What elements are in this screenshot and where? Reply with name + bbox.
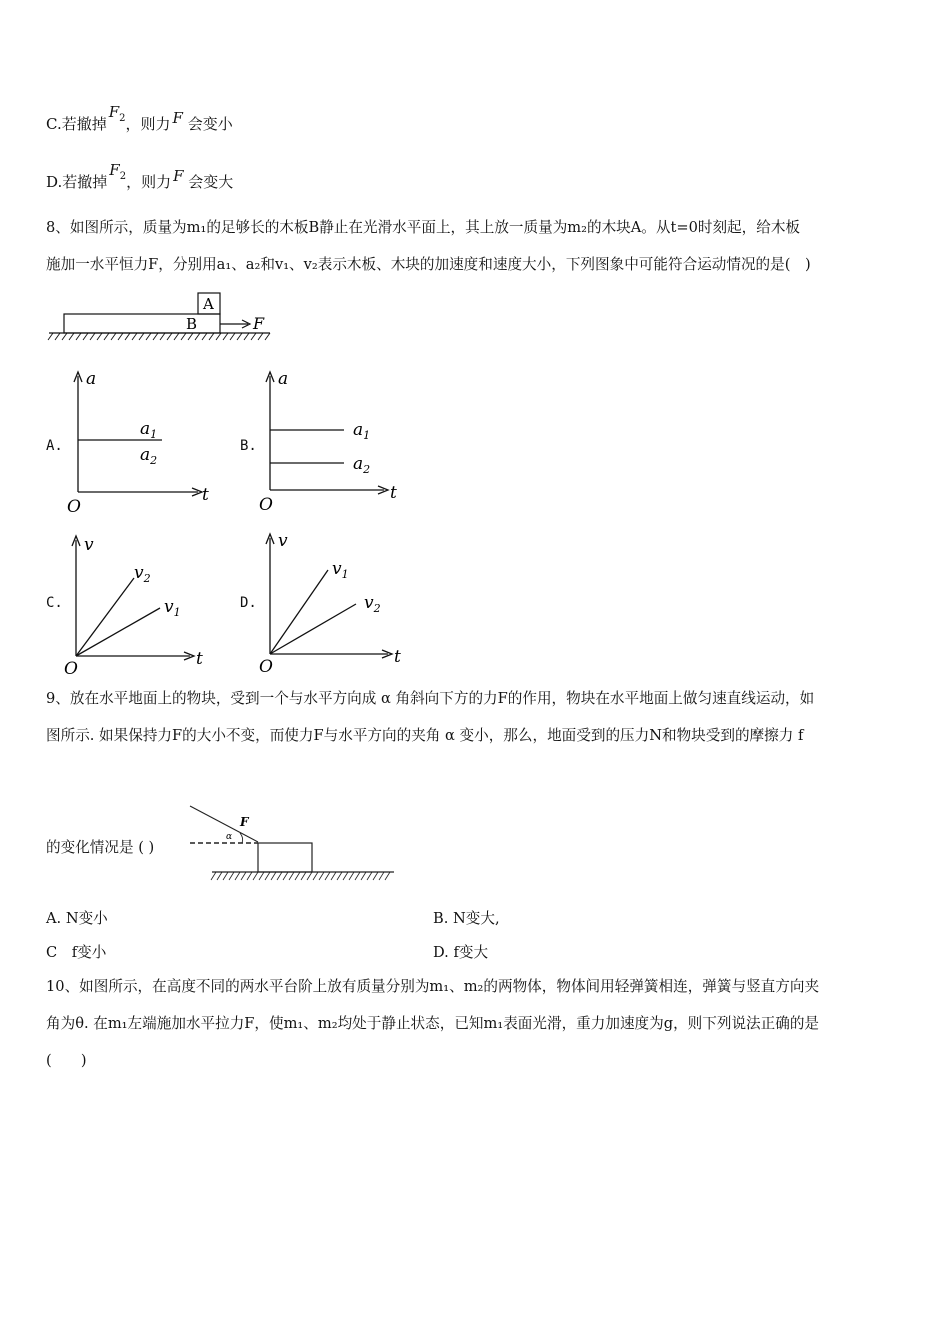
- q7-option-d-f: F: [173, 167, 184, 185]
- graph-b-y-label: a: [278, 369, 289, 389]
- q7-option-c: [46, 103, 233, 141]
- q9-force-label: F: [240, 815, 249, 829]
- q9-line-3: 的变化情况是 ( ): [46, 839, 155, 856]
- q7-option-c-label: C.: [46, 115, 62, 133]
- q10-line-2: 角为θ. 在m₁左端施加水平拉力F，使m₁、m₂均处于静止状态，已知m₁表面光滑，重力加速度为g，则下列说法正确的是: [46, 1015, 820, 1032]
- angle-arc: [240, 833, 243, 843]
- graph-d-origin: O: [259, 657, 273, 676]
- graph-d-line-1: [270, 570, 328, 654]
- graph-d: [256, 530, 416, 676]
- graph-b-origin: O: [259, 495, 273, 514]
- q7-option-d-label: D.: [46, 173, 63, 191]
- block: [258, 843, 312, 872]
- q9-angle-label: α: [226, 832, 233, 842]
- graph-a-label-1: $a_1$: [140, 419, 158, 441]
- q8-line-1: 8、如图所示，质量为m₁的足够长的木板B静止在光滑水平面上，其上放一质量为m₂的木块A。从t=0时刻起，给木板: [46, 219, 801, 236]
- q7-option-c-sub: 2: [119, 113, 126, 124]
- graph-c-origin: O: [64, 659, 78, 676]
- q8-board-figure: [44, 288, 284, 344]
- q7-option-c-mid: ，则力: [125, 115, 171, 133]
- graph-c-x-label: t: [196, 649, 203, 669]
- q9-option-c: C f变小: [46, 944, 107, 961]
- graph-d-y-label: v: [278, 531, 288, 551]
- q7-option-d-pre: 若撤掉: [62, 173, 108, 191]
- graph-c-line-2: [76, 608, 160, 656]
- graph-a-label: A.: [46, 438, 63, 454]
- graph-a-origin: O: [67, 497, 81, 514]
- graph-c-y-label: v: [84, 535, 94, 555]
- graph-b-label-2: $a_2$: [353, 454, 371, 476]
- graph-a-x-label: t: [202, 485, 209, 505]
- q7-option-c-f: F: [172, 109, 183, 127]
- q7-option-d: [46, 161, 234, 199]
- graph-c-label-1: $v_2$: [134, 563, 151, 585]
- q10-line-3: ( ): [46, 1052, 87, 1069]
- graph-b-label-1: $a_1$: [353, 420, 371, 442]
- q7-option-d-sub: 2: [119, 171, 127, 182]
- graph-d-x-label: t: [394, 647, 401, 667]
- graph-d-label: D.: [240, 595, 257, 611]
- ground-hatch: [48, 333, 270, 340]
- q8-line-2: 施加一水平恒力F，分别用a₁、a₂和v₁、v₂表示木板、木块的加速度和速度大小，下列图象中可能符合运动情况的是( ): [46, 256, 811, 273]
- q9-line-2: 图所示. 如果保持力F的大小不变，而使力F与水平方向的夹角 α 变小，那么，地面受到的压力N和物块受到的摩擦力 f: [46, 727, 804, 744]
- q7-option-d-f2: F: [109, 161, 120, 179]
- q9-figure: [184, 800, 404, 888]
- graph-d-label-2: $v_2$: [364, 593, 381, 615]
- q7-option-c-pre: 若撤掉: [61, 115, 107, 133]
- graph-b-x-label: t: [390, 483, 397, 503]
- graph-d-line-2: [270, 604, 356, 654]
- graph-c-line-1: [76, 578, 134, 656]
- q7-option-c-post: 会变小: [182, 115, 233, 133]
- graph-a: [64, 368, 224, 514]
- q9-option-d: D. f变大: [433, 944, 489, 961]
- q9-ground-hatch: [211, 872, 390, 880]
- graph-b: [256, 368, 416, 514]
- q7-option-d-post: 会变大: [183, 173, 234, 191]
- graph-d-label-1: $v_1$: [332, 559, 349, 581]
- force-label: F: [253, 314, 265, 333]
- q9-line-1: 9、放在水平地面上的物块，受到一个与水平方向成 α 角斜向下方的力F的作用，物块在水平地面上做匀速直线运动，如: [46, 690, 815, 707]
- graph-c-label-2: $v_1$: [164, 597, 181, 619]
- q9-option-b: B. N变大,: [433, 910, 500, 927]
- graph-c: [62, 530, 222, 676]
- graph-a-y-label: a: [86, 369, 97, 389]
- q7-option-d-mid: ，则力: [126, 173, 172, 191]
- q7-option-c-f2: F: [108, 103, 120, 121]
- graph-b-label: B.: [240, 438, 257, 454]
- block-a-label: A: [203, 295, 214, 313]
- graph-c-label: C.: [46, 595, 63, 611]
- board-b-label: B: [186, 315, 198, 333]
- q9-option-a: A. N变小: [46, 910, 108, 927]
- q10-line-1: 10、如图所示，在高度不同的两水平台阶上放有质量分别为m₁、m₂的两物体，物体间用轻弹簧相连，弹簧与竖直方向夹: [46, 978, 820, 995]
- graph-a-label-2: $a_2$: [140, 445, 158, 467]
